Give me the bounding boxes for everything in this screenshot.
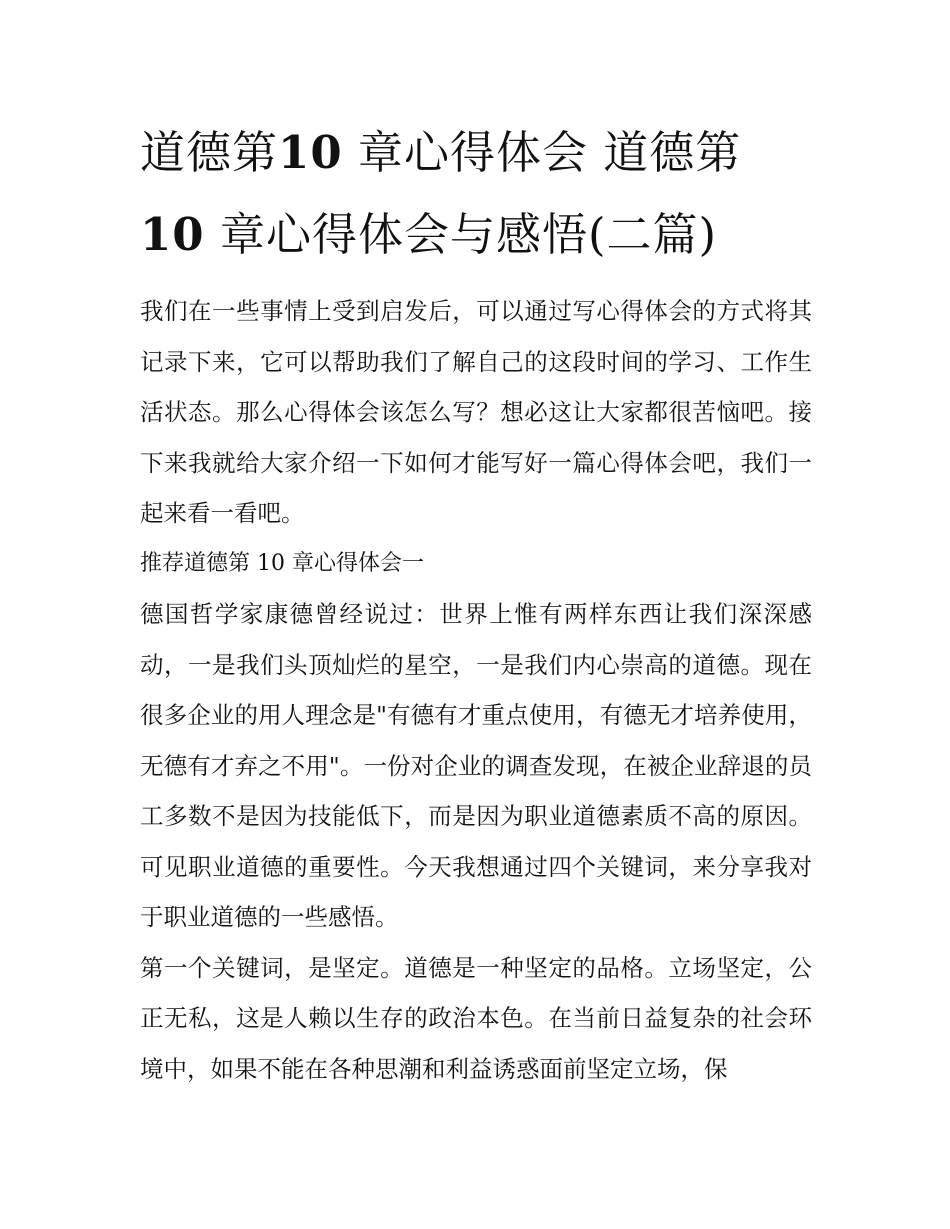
document-title [140, 112, 812, 276]
intro-paragraph: 我们在一些事情上受到启发后，可以通过写心得体会的方式将其记录下来，它可以帮助我们了解自己的这段时间的学习、工作生活状态。那么心得体会该怎么写？想必这让大家都很苦恼吧。接下来我就给大家介绍一下如何才能写好一篇心得体会吧，我们一起来看一看吧。 [140, 297, 812, 527]
body-paragraph-2: 第一个关键词，是坚定。道德是一种坚定的品格。立场坚定，公正无私，这是人赖以生存的政治本色。在当前日益复杂的社会环境中，如果不能在各种思潮和利益诱惑面前坚定立场，保 [140, 953, 812, 1083]
title-text-1: 道德第 [140, 126, 279, 179]
title-text-3: 章心得体会与感悟(二篇) [219, 208, 718, 261]
title-number-1: 10 [278, 126, 343, 179]
section-heading: 推荐道德第 10 章心得体会一 [140, 550, 424, 576]
body-paragraph-1: 德国哲学家康德曾经说过：世界上惟有两样东西让我们深深感动，一是我们头顶灿烂的星空，一是我们内心崇高的道德。现在很多企业的用人理念是"有德有才重点使用，有德无才培养使用，无德有才弃之不用"。一份对企业的调查发现，在被企业辞退的员工多数不是因为技能低下，而是因为职业道德素质不高的原因。可见职业道德的重要性。今天我想通过四个关键词，来分享我对于职业道德的一些感悟。 [140, 600, 812, 931]
document-page [140, 112, 812, 1094]
title-number-2: 10 [140, 208, 205, 261]
title-text-2: 章心得体会 道德第 [357, 126, 742, 179]
